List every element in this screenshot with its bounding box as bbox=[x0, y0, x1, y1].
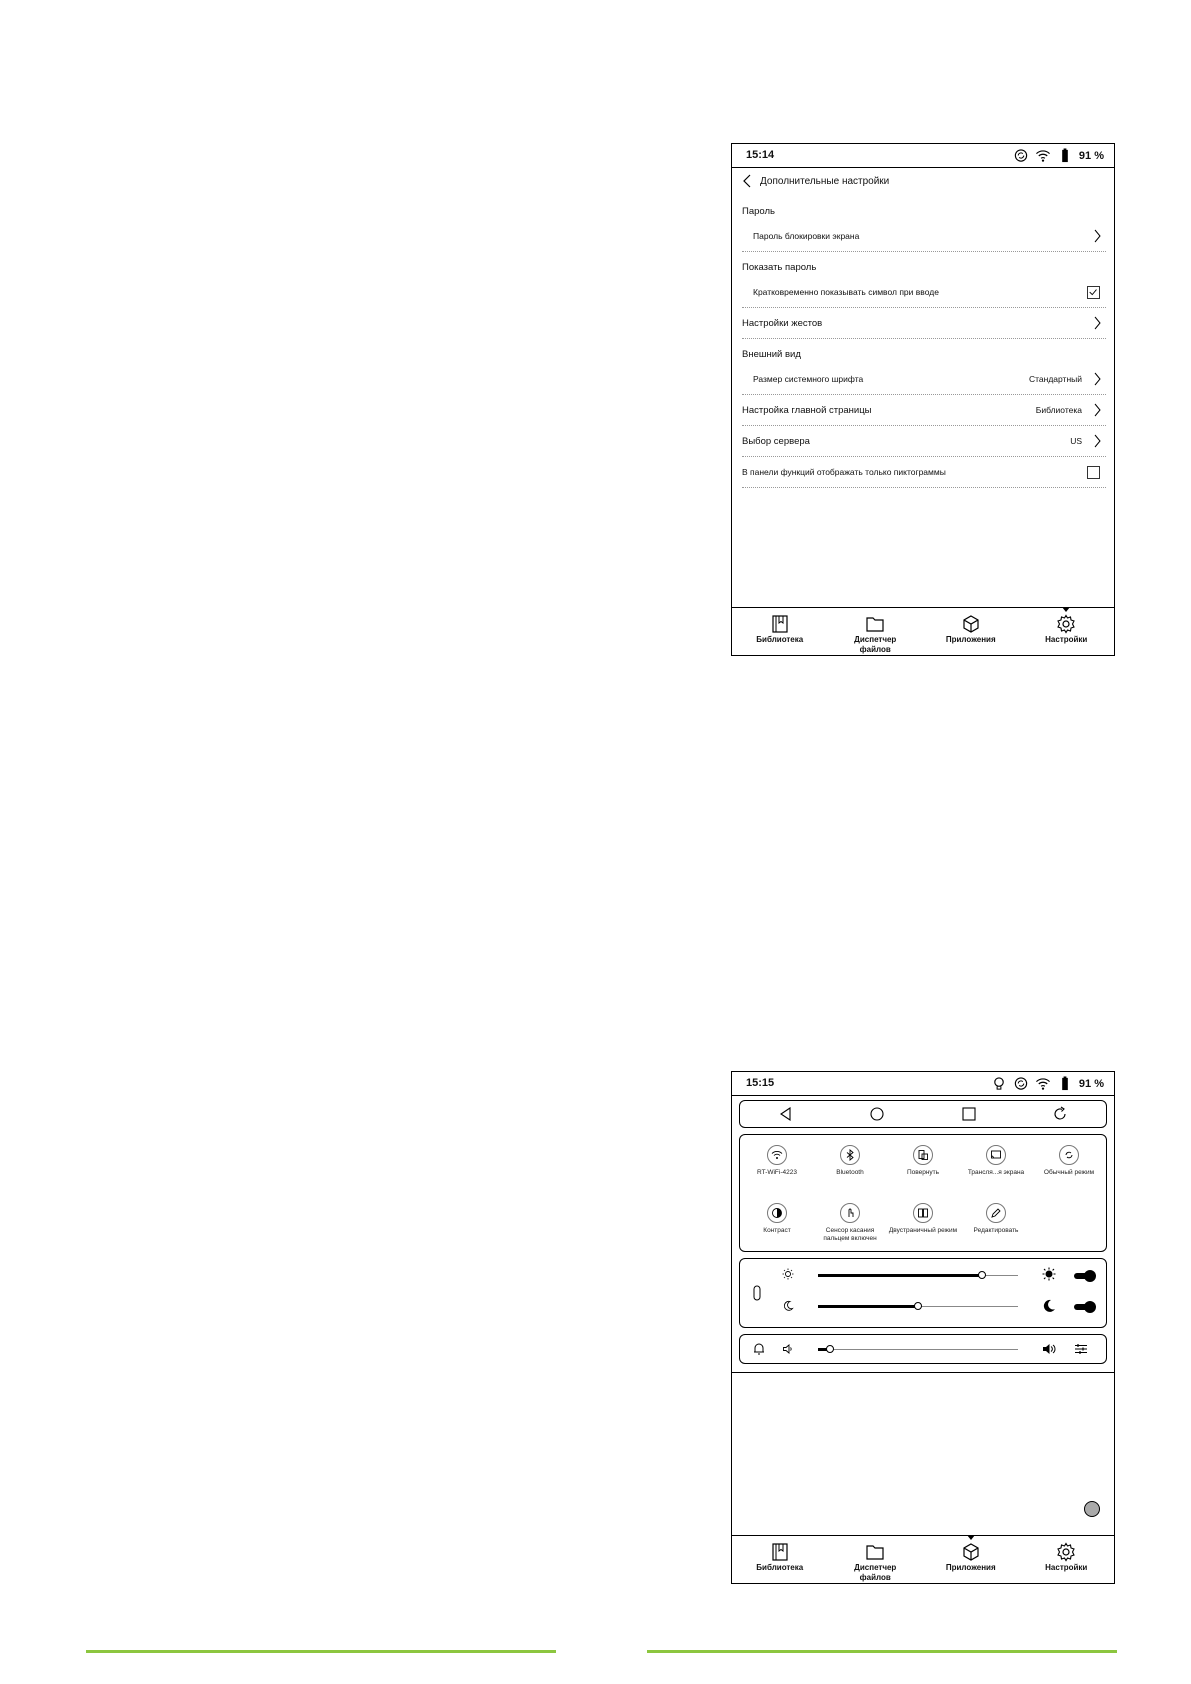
tile-cast[interactable]: Трансля...я экрана bbox=[959, 1145, 1033, 1177]
show-char-label: Кратковременно показывать символ при вводе bbox=[753, 287, 939, 297]
contrast-icon bbox=[771, 1207, 783, 1219]
sun-outline-icon bbox=[782, 1268, 794, 1280]
warm-light-toggle[interactable] bbox=[1074, 1304, 1094, 1310]
folder-icon bbox=[865, 1542, 885, 1562]
sync-icon bbox=[1013, 1076, 1029, 1091]
icons-only-row[interactable] bbox=[742, 457, 1106, 488]
floating-button[interactable] bbox=[1084, 1501, 1100, 1517]
settings-list bbox=[742, 196, 1106, 488]
gestures-row[interactable] bbox=[742, 308, 1106, 339]
battery-percent: 91 % bbox=[1078, 149, 1104, 162]
book-icon bbox=[770, 1542, 790, 1562]
nav-settings[interactable]: Настройки bbox=[1019, 1536, 1115, 1583]
font-size-value: Стандартный bbox=[1028, 374, 1082, 384]
bottom-navbar bbox=[732, 607, 1114, 655]
section-title-appearance: Внешний вид bbox=[742, 349, 801, 360]
tile-bluetooth[interactable]: Bluetooth bbox=[813, 1145, 887, 1177]
nav-settings[interactable]: Настройки bbox=[1019, 608, 1115, 655]
checkmark-icon bbox=[1088, 287, 1099, 298]
wifi-icon bbox=[1035, 148, 1051, 163]
active-marker bbox=[967, 1535, 975, 1540]
volume-high-icon bbox=[1042, 1343, 1056, 1355]
back-icon[interactable] bbox=[742, 174, 754, 188]
back-triangle-icon[interactable] bbox=[778, 1106, 794, 1122]
server-value: US bbox=[1070, 436, 1082, 446]
page-header bbox=[742, 174, 889, 188]
bluetooth-icon bbox=[844, 1149, 856, 1161]
tile-refresh-mode[interactable]: Обычный режим bbox=[1032, 1145, 1106, 1177]
panel-divider bbox=[732, 1372, 1114, 1373]
warm-light-knob[interactable] bbox=[914, 1302, 922, 1310]
refresh-mode-icon bbox=[1063, 1149, 1075, 1161]
cold-light-toggle[interactable] bbox=[1074, 1273, 1094, 1279]
volume-knob[interactable] bbox=[826, 1345, 834, 1353]
footer-rule-right bbox=[647, 1650, 1117, 1653]
moon-outline-icon bbox=[782, 1300, 794, 1312]
status-time: 15:15 bbox=[746, 1077, 775, 1089]
chevron-right-icon bbox=[1092, 229, 1102, 243]
page-title: Дополнительные настройки bbox=[760, 175, 890, 187]
equalizer-icon[interactable] bbox=[1074, 1343, 1088, 1355]
chevron-right-icon bbox=[1092, 434, 1102, 448]
refresh-icon[interactable] bbox=[1052, 1106, 1068, 1122]
nav-file-manager[interactable]: Диспетчер файлов bbox=[828, 1536, 924, 1583]
bell-icon[interactable] bbox=[752, 1342, 766, 1356]
bottom-navbar bbox=[732, 1535, 1114, 1583]
status-bar bbox=[732, 144, 1114, 168]
home-page-label: Настройка главной страницы bbox=[742, 404, 872, 416]
nav-apps[interactable]: Приложения bbox=[923, 608, 1019, 655]
sync-icon bbox=[1013, 148, 1029, 163]
battery-percent: 91 % bbox=[1078, 1077, 1104, 1090]
lightbulb-icon bbox=[991, 1076, 1007, 1091]
status-time: 15:14 bbox=[746, 149, 775, 161]
lock-password-row[interactable] bbox=[742, 221, 1106, 252]
battery-icon bbox=[1057, 148, 1073, 163]
home-circle-icon[interactable] bbox=[869, 1106, 885, 1122]
tile-rotate[interactable]: Повернуть bbox=[886, 1145, 960, 1177]
volume-track[interactable] bbox=[818, 1349, 1018, 1350]
tile-touch[interactable]: Сенсор касания пальцем включен bbox=[813, 1203, 887, 1242]
folder-icon bbox=[865, 614, 885, 634]
quick-settings-panel bbox=[739, 1134, 1107, 1252]
footer-rule-left bbox=[86, 1650, 556, 1653]
cube-icon bbox=[961, 614, 981, 634]
chevron-right-icon bbox=[1092, 316, 1102, 330]
status-bar bbox=[732, 1072, 1114, 1096]
home-page-row[interactable] bbox=[742, 395, 1106, 426]
battery-icon bbox=[1057, 1076, 1073, 1091]
active-marker bbox=[1062, 607, 1070, 612]
book-icon bbox=[770, 614, 790, 634]
wifi-icon bbox=[1035, 1076, 1051, 1091]
cast-icon bbox=[990, 1149, 1002, 1161]
home-page-value: Библиотека bbox=[1035, 405, 1082, 415]
frontlight-panel bbox=[739, 1258, 1107, 1328]
show-char-checkbox[interactable] bbox=[1087, 286, 1100, 299]
gear-icon bbox=[1056, 1542, 1076, 1562]
rotate-icon bbox=[917, 1149, 929, 1161]
touch-icon bbox=[844, 1207, 856, 1219]
tile-edit[interactable]: Редактировать bbox=[959, 1203, 1033, 1235]
cold-light-fill bbox=[818, 1274, 982, 1277]
sun-filled-icon bbox=[1042, 1267, 1056, 1281]
gestures-label: Настройки жестов bbox=[742, 317, 823, 329]
chevron-right-icon bbox=[1092, 372, 1102, 386]
link-icon[interactable] bbox=[752, 1285, 762, 1301]
warm-light-fill bbox=[818, 1305, 918, 1308]
icons-only-checkbox[interactable] bbox=[1087, 466, 1100, 479]
gear-icon bbox=[1056, 614, 1076, 634]
tile-dual-page[interactable]: Двустраничный режим bbox=[886, 1203, 960, 1235]
show-char-row[interactable] bbox=[742, 277, 1106, 308]
quick-settings-screen bbox=[731, 1071, 1115, 1584]
volume-panel bbox=[739, 1334, 1107, 1364]
settings-screen bbox=[731, 143, 1115, 656]
server-row[interactable] bbox=[742, 426, 1106, 457]
volume-low-icon bbox=[782, 1343, 794, 1355]
system-nav-bar bbox=[739, 1100, 1107, 1128]
server-label: Выбор сервера bbox=[742, 435, 810, 447]
icons-only-label: В панели функций отображать только пиктограммы bbox=[742, 467, 946, 477]
font-size-label: Размер системного шрифта bbox=[753, 374, 864, 384]
dual-page-icon bbox=[917, 1207, 929, 1219]
edit-icon bbox=[990, 1207, 1002, 1219]
tile-wifi[interactable]: RT-WiFi-4223 bbox=[740, 1145, 814, 1177]
font-size-row[interactable] bbox=[742, 364, 1106, 395]
nav-file-manager[interactable]: Диспетчер файлов bbox=[828, 608, 924, 655]
lock-password-label: Пароль блокировки экрана bbox=[753, 231, 860, 241]
chevron-right-icon bbox=[1092, 403, 1102, 417]
tile-contrast[interactable]: Контраст bbox=[740, 1203, 814, 1235]
section-title-show-password: Показать пароль bbox=[742, 262, 817, 273]
recents-square-icon[interactable] bbox=[961, 1106, 977, 1122]
cube-icon bbox=[961, 1542, 981, 1562]
nav-library[interactable]: Библиотека bbox=[732, 608, 828, 655]
wifi-icon bbox=[771, 1149, 783, 1161]
nav-library[interactable]: Библиотека bbox=[732, 1536, 828, 1583]
cold-light-knob[interactable] bbox=[978, 1271, 986, 1279]
moon-filled-icon bbox=[1042, 1299, 1056, 1313]
section-title-password: Пароль bbox=[742, 206, 775, 217]
nav-apps[interactable]: Приложения bbox=[923, 1536, 1019, 1583]
